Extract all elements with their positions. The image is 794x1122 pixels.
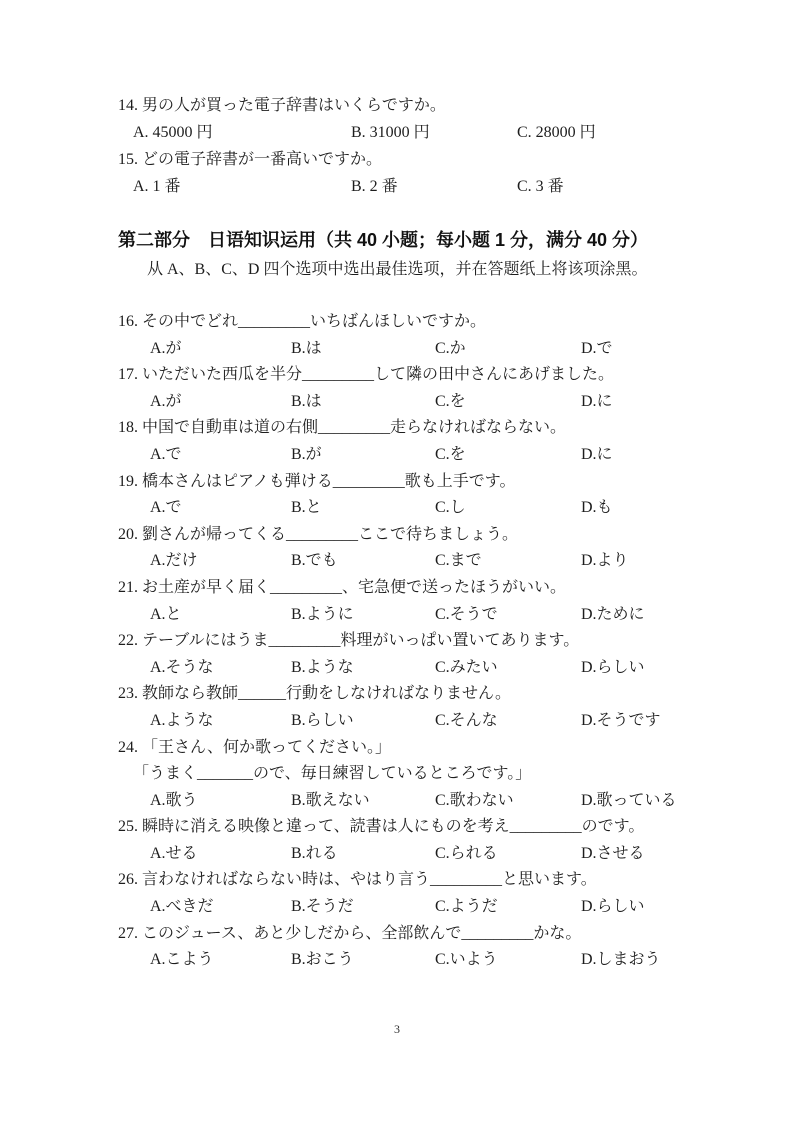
options-row — [150, 389, 738, 416]
option: A.べきだ — [150, 898, 214, 916]
option: C.そんな — [435, 711, 498, 729]
question-text: 18. 中国で自動車は道の右側_________走らなければならない。 — [118, 419, 567, 437]
option: C.し — [435, 499, 466, 517]
options-row — [133, 173, 738, 200]
option: C.か — [435, 339, 466, 357]
option: B.ように — [291, 605, 354, 623]
options-row — [133, 119, 738, 146]
question — [118, 415, 738, 468]
options-row — [150, 894, 738, 921]
option: D.ために — [581, 605, 645, 623]
option: D.させる — [581, 844, 645, 862]
options-row — [150, 548, 738, 575]
question — [118, 867, 738, 920]
option: A.ような — [150, 711, 214, 729]
option: A.だけ — [150, 552, 198, 570]
option: B. 2 番 — [351, 178, 398, 195]
options-row — [150, 336, 738, 363]
option: C. 3 番 — [517, 178, 564, 195]
grammar-questions-block — [118, 309, 738, 974]
options-row — [150, 602, 738, 629]
option: B.でも — [291, 552, 338, 570]
option: B.らしい — [291, 711, 354, 729]
option: D.で — [581, 339, 613, 357]
option: D.より — [581, 552, 629, 570]
option: A.と — [150, 605, 182, 623]
option: B.そうだ — [291, 898, 354, 916]
question-text: 26. 言わなければならない時は、やはり言う_________と思います。 — [118, 871, 597, 889]
options-row — [150, 788, 738, 815]
question — [118, 921, 738, 974]
question — [118, 735, 738, 815]
option: C.いよう — [435, 951, 498, 969]
option: A.そうな — [150, 658, 214, 676]
option: C.を — [435, 445, 466, 463]
option: D.歌っている — [581, 791, 677, 809]
option: C.歌わない — [435, 791, 514, 809]
question — [118, 681, 738, 734]
option: B.と — [291, 499, 322, 517]
option: B.ような — [291, 658, 354, 676]
option: A.で — [150, 445, 182, 463]
option: A. 1 番 — [133, 178, 181, 195]
option: C.まで — [435, 552, 482, 570]
question-text: 17. いただいた西瓜を半分_________して隣の田中さんにあげました。 — [118, 366, 615, 384]
option: D.らしい — [581, 898, 645, 916]
section-two-title: 第二部分 日语知识运用（共 40 小题；每小题 1 分，满分 40 分） — [118, 230, 649, 250]
option: D.に — [581, 392, 613, 410]
question — [118, 309, 738, 362]
option: B.おこう — [291, 951, 354, 969]
option: A.が — [150, 392, 182, 410]
question-text: 15. どの電子辞書が一番高いですか。 — [118, 151, 383, 168]
page-number: 3 — [394, 1022, 400, 1036]
options-row — [150, 947, 738, 974]
question-text: 24. 「王さん、何か歌ってください。」 — [118, 738, 391, 756]
option: C. 28000 円 — [517, 124, 596, 141]
option: D.そうです — [581, 711, 661, 729]
options-row — [150, 655, 738, 682]
option: C.そうで — [435, 605, 498, 623]
option: D.も — [581, 499, 613, 517]
question — [118, 522, 738, 575]
option: B.は — [291, 339, 322, 357]
option: B.が — [291, 445, 322, 463]
option: C.ようだ — [435, 898, 498, 916]
option: B.歌えない — [291, 791, 370, 809]
question — [118, 469, 738, 522]
question-text: 22. テーブルにはうま_________料理がいっぱい置いてあります。 — [118, 632, 580, 650]
question — [118, 575, 738, 628]
question-text: 21. お土産が早く届く_________、宅急便で送ったほうがいい。 — [118, 578, 567, 596]
option: B.は — [291, 392, 322, 410]
option: A.せる — [150, 844, 198, 862]
options-row — [150, 708, 738, 735]
options-row — [150, 442, 738, 469]
question — [118, 146, 738, 200]
option: A. 45000 円 — [133, 124, 213, 141]
option: D.らしい — [581, 658, 645, 676]
option: A.歌う — [150, 791, 198, 809]
question — [118, 362, 738, 415]
listening-questions-block — [118, 92, 738, 200]
question-text: 25. 瞬時に消える映像と違って、読書は人にものを考え_________のです。 — [118, 818, 645, 836]
question-text: 14. 男の人が買った電子辞書はいくらですか。 — [118, 97, 446, 114]
option: C.られる — [435, 844, 498, 862]
question-text: 16. その中でどれ_________いちばんほしいですか。 — [118, 313, 487, 330]
option: C.みたい — [435, 658, 498, 676]
question-text: 「うまく_______ので、毎日練習しているところです。」 — [133, 765, 532, 783]
option: D.しまおう — [581, 951, 661, 969]
section-two-instruction: 从 A、B、C、D 四个选项中选出最佳选项，并在答题纸上将该项涂黑。 — [147, 261, 648, 278]
option: D.に — [581, 445, 613, 463]
question-text: 19. 橋本さんはピアノも弾ける_________歌も上手です。 — [118, 472, 516, 490]
question-text: 23. 教師なら教師______行動をしなければなりません。 — [118, 685, 511, 703]
question-text: 20. 劉さんが帰ってくる_________ここで待ちましょう。 — [118, 525, 519, 543]
option: B. 31000 円 — [351, 124, 430, 141]
question-text: 27. このジュース、あと少しだから、全部飲んで_________かな。 — [118, 924, 582, 942]
option: A.が — [150, 339, 182, 357]
options-row — [150, 841, 738, 868]
option: B.れる — [291, 844, 338, 862]
question — [118, 92, 738, 146]
question — [118, 628, 738, 681]
option: A.こよう — [150, 951, 214, 969]
options-row — [150, 495, 738, 522]
option: A.で — [150, 499, 182, 517]
option: C.を — [435, 392, 466, 410]
question — [118, 814, 738, 867]
